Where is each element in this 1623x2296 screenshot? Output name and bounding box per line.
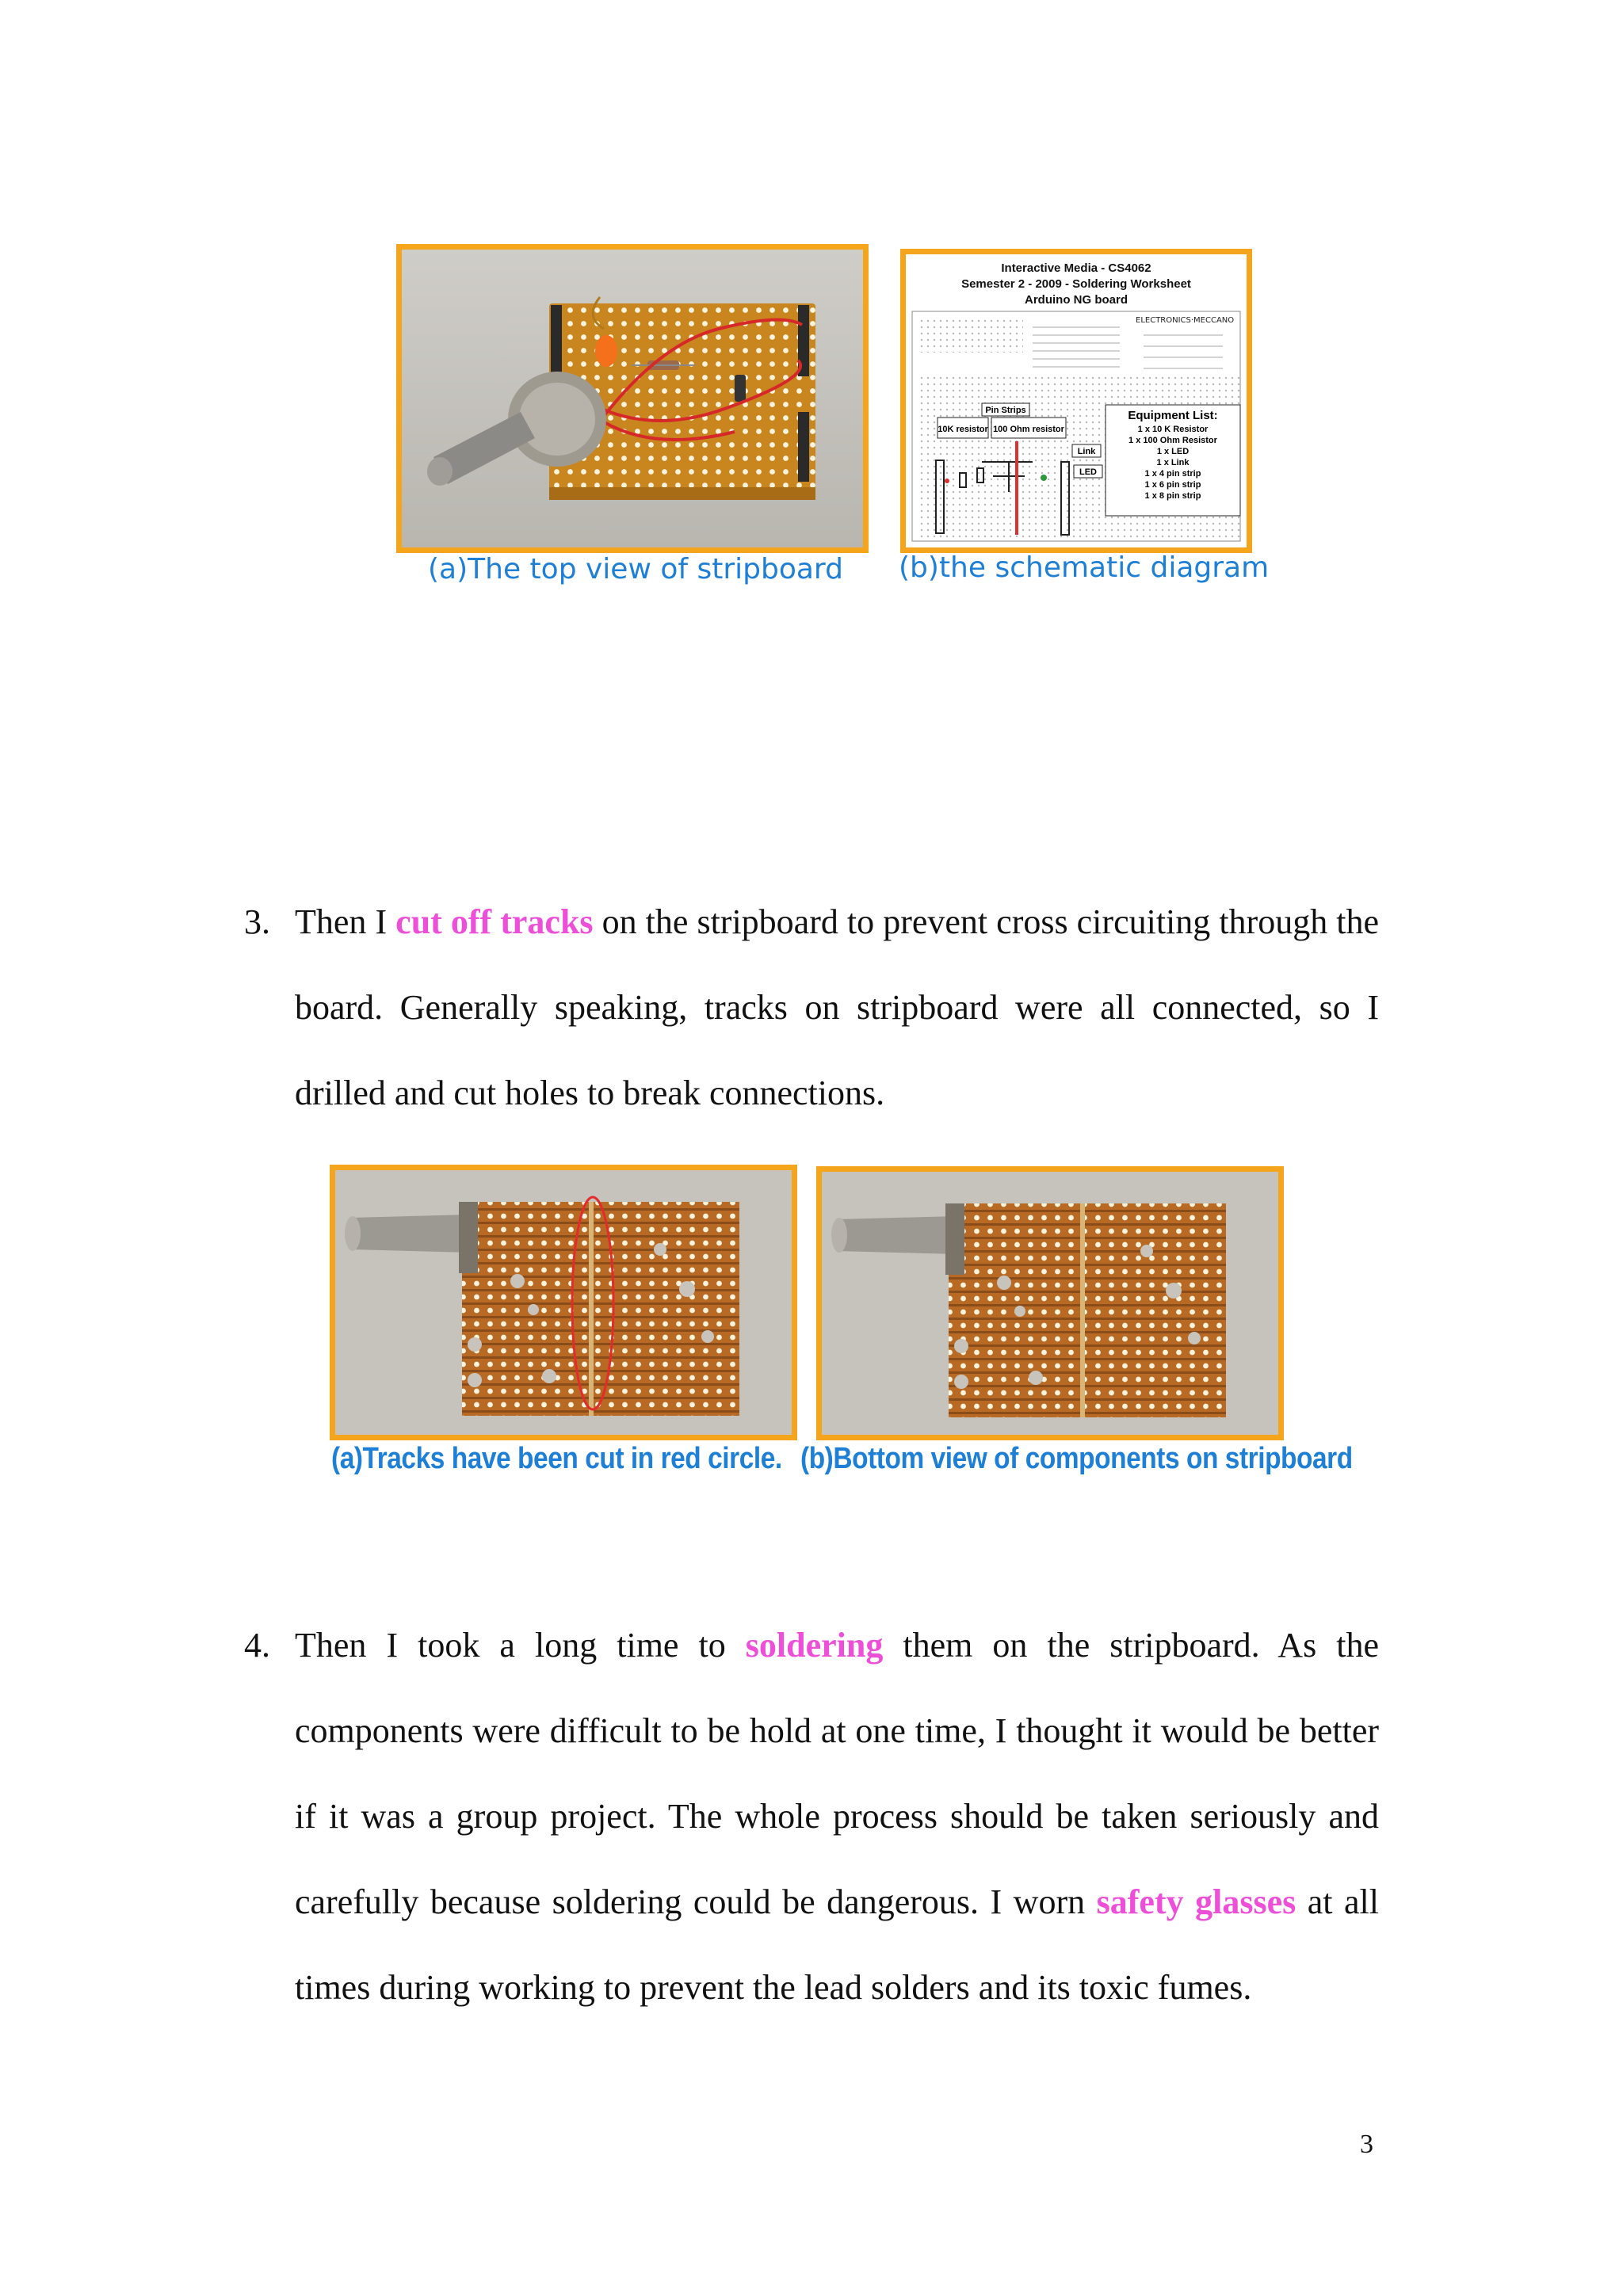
bottom-view-photo <box>816 1166 1284 1440</box>
schematic-caption: (b)the schematic diagram <box>899 551 1270 584</box>
equipment-item: 1 x 4 pin strip <box>1144 469 1201 479</box>
schematic-10k-label: 10K resistor <box>938 425 988 434</box>
equipment-item: 1 x 8 pin strip <box>1144 491 1201 501</box>
schematic-link-label: Link <box>1077 447 1096 456</box>
list-item-3 <box>244 879 1379 1136</box>
list-number: 4. <box>244 1626 270 1665</box>
text-run: Then I took a long time to <box>295 1626 746 1665</box>
equipment-title: Equipment List: <box>1128 409 1218 422</box>
list-item-4 <box>244 1603 1379 2031</box>
tracks-cut-caption: (a)Tracks have been cut in red circle. <box>331 1442 782 1475</box>
equipment-item: 1 x Link <box>1156 458 1190 467</box>
schematic-diagram <box>900 249 1252 553</box>
page-number: 3 <box>1360 2130 1373 2159</box>
list-item-body <box>295 879 1379 1136</box>
schematic-pin-strips-label: Pin Strips <box>985 406 1026 415</box>
schematic-led-label: LED <box>1079 467 1097 477</box>
text-run: them on the stripboard. As the components were difficult to be hold at one time, I thought it would be better if it was a group project. The whole process should be taken seriously and carefully because soldering could be dangerous. I worn <box>295 1626 1379 1921</box>
highlight-cut-off-tracks: cut off tracks <box>395 902 594 941</box>
equipment-item: 1 x 100 Ohm Resistor <box>1128 436 1217 445</box>
bottom-view-caption: (b)Bottom view of components on stripboard <box>800 1442 1353 1475</box>
list-number: 3. <box>244 902 270 941</box>
schematic-brand: ELECTRONICS·MECCANO <box>1136 316 1235 325</box>
equipment-item: 1 x 10 K Resistor <box>1137 425 1209 434</box>
list-item-body <box>295 1603 1379 2031</box>
equipment-item: 1 x LED <box>1156 447 1190 456</box>
stripboard-top-photo <box>396 244 869 553</box>
schematic-title-line2: Semester 2 - 2009 - Soldering Worksheet <box>961 277 1191 291</box>
text-run: on the stripboard to prevent cross circuiting through the board. Generally speaking, tracks on stripboard were all connected, so I drilled and cut holes to break connections. <box>295 902 1380 1112</box>
stripboard-top-caption: (a)The top view of stripboard <box>428 553 843 585</box>
text-run: Then I <box>295 902 396 941</box>
highlight-soldering: soldering <box>745 1626 884 1665</box>
schematic-title-line1: Interactive Media - CS4062 <box>1001 261 1151 275</box>
equipment-item: 1 x 6 pin strip <box>1144 480 1201 490</box>
schematic-title-line3: Arduino NG board <box>1025 293 1128 307</box>
schematic-100ohm-label: 100 Ohm resistor <box>993 425 1064 434</box>
tracks-cut-photo <box>330 1165 797 1440</box>
highlight-safety-glasses: safety glasses <box>1096 1882 1296 1921</box>
text-run: at all times during working to prevent the lead solders and its toxic fumes. <box>295 1882 1379 2007</box>
